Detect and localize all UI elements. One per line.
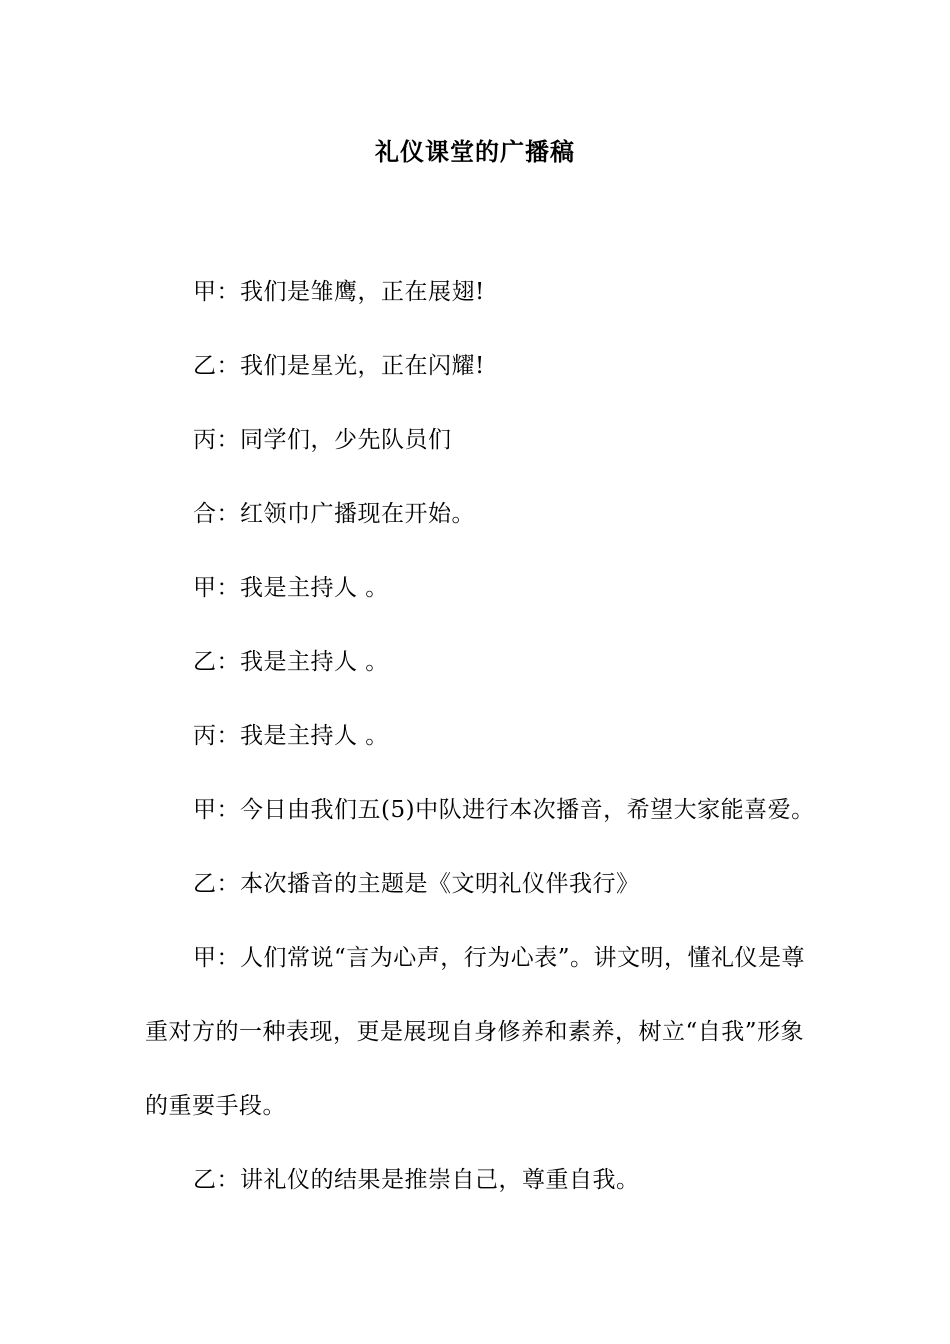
document-body xyxy=(145,255,815,1217)
paragraph-10: 甲：人们常说“言为心声，行为心表”。讲文明，懂礼仪是尊重对方的一种表现，更是展现自身修养和素养，树立“自我”形象的重要手段。 xyxy=(145,945,806,1119)
paragraph-8: 甲：今日由我们五(5)中队进行本次播音，希望大家能喜爱。 xyxy=(193,797,815,823)
paragraph-7: 丙：我是主持人 。 xyxy=(193,723,389,749)
paragraph-6: 乙：我是主持人 。 xyxy=(193,649,389,675)
paragraph-4: 合：红领巾广播现在开始。 xyxy=(193,501,475,527)
paragraph-9: 乙：本次播音的主题是《文明礼仪伴我行》 xyxy=(193,871,640,897)
document-title: 礼仪课堂的广播稿 xyxy=(375,138,575,166)
paragraph-5: 甲：我是主持人 。 xyxy=(193,575,389,601)
paragraph-2: 乙：我们是星光，正在闪耀! xyxy=(193,353,485,379)
paragraph-3: 丙：同学们，少先队员们 xyxy=(193,427,452,453)
paragraph-11: 乙：讲礼仪的结果是推崇自己，尊重自我。 xyxy=(193,1167,640,1193)
paragraph-1: 甲：我们是雏鹰，正在展翅! xyxy=(193,279,485,305)
